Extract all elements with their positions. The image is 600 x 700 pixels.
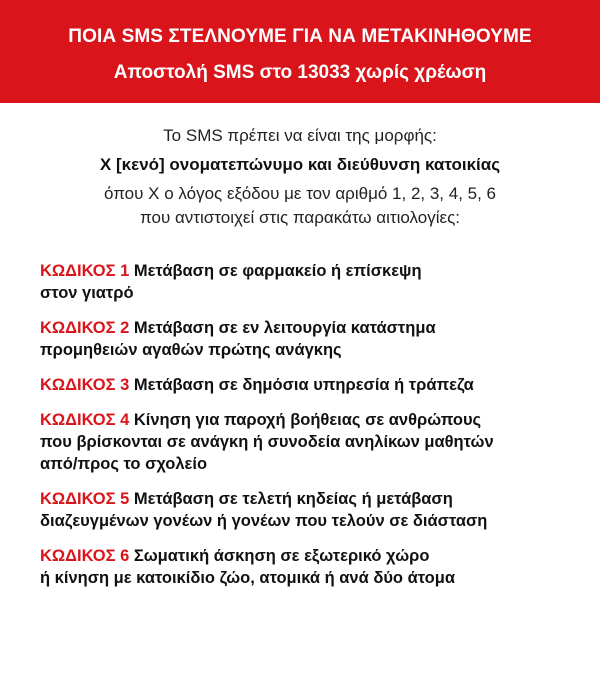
code-label-4: ΚΩΔΙΚΟΣ 4 [40,411,130,429]
code-text-5: Μετάβαση σε τελετή κηδείας ή μετάβαση διαζευγμένων γονέων ή γονέων που τελούν σε διάσταση [40,490,488,530]
banner-subtitle: Αποστολή SMS στο 13033 χωρίς χρέωση [113,62,487,83]
code-list [40,260,580,589]
code-item-6 [40,545,580,589]
code-item-4 [40,409,580,475]
intro-line-1: Το SMS πρέπει να είναι της μορφής: [163,126,437,145]
header-banner [0,0,600,103]
code-label-2: ΚΩΔΙΚΟΣ 2 [40,319,130,337]
code-item-5 [40,488,580,532]
code-label-5: ΚΩΔΙΚΟΣ 5 [40,490,130,508]
intro-line-3: όπου Χ ο λόγος εξόδου με τον αριθμό 1, 2, 3, 4, 5, 6 [103,184,497,203]
code-label-6: ΚΩΔΙΚΟΣ 6 [40,547,130,565]
code-label-1: ΚΩΔΙΚΟΣ 1 [40,262,130,280]
code-text-2: Μετάβαση σε εν λειτουργία κατάστημα προμηθειών αγαθών πρώτης ανάγκης [40,319,436,359]
code-text-3: Μετάβαση σε δημόσια υπηρεσία ή τράπεζα [133,376,474,394]
code-label-3: ΚΩΔΙΚΟΣ 3 [40,376,130,394]
banner-title: ΠΟΙΑ SMS ΣΤΕΛΝΟΥΜΕ ΓΙΑ ΝΑ ΜΕΤΑΚΙΝΗΘΟΥΜΕ [68,26,532,47]
code-item-2 [40,317,580,361]
code-text-1: Μετάβαση σε φαρμακείο ή επίσκεψη στον γιατρό [40,262,422,302]
code-item-3 [40,374,580,396]
code-text-6: Σωματική άσκηση σε εξωτερικό χώρο ή κίνηση με κατοικίδιο ζώο, ατομικά ή ανά δύο άτομα [40,547,455,587]
code-text-4: Κίνηση για παροχή βοήθειας σε ανθρώπους που βρίσκονται σε ανάγκη ή συνοδεία ανηλίκων μαθητών από/προς το σχολείο [40,411,494,473]
intro-text [0,124,600,230]
intro-line-4: που αντιστοιχεί στις παρακάτω αιτιολογίες: [140,208,460,227]
code-item-1 [40,260,580,304]
intro-format-line: Χ [κενό] ονοματεπώνυμο και διεύθυνση κατοικίας [99,155,501,174]
